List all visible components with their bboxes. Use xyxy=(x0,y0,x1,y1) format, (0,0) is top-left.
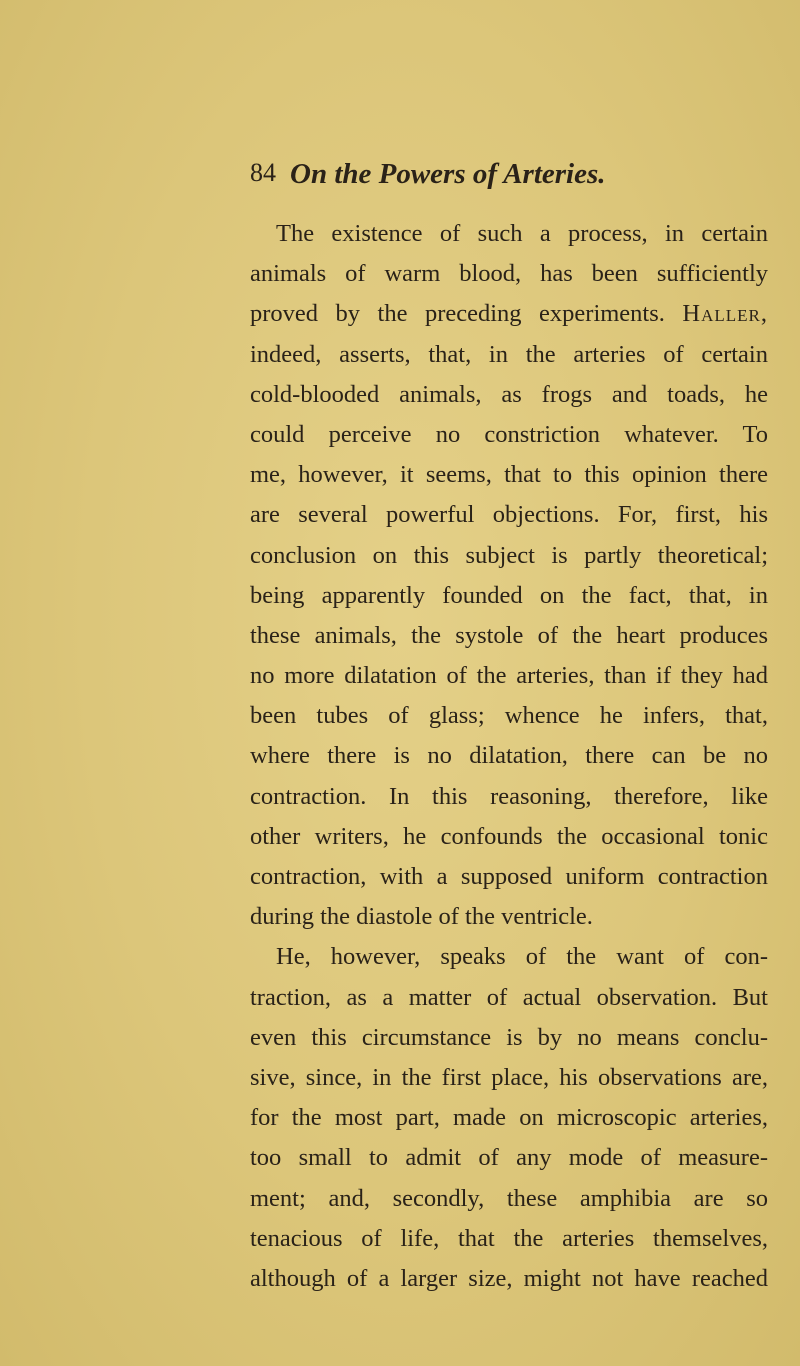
text-line: are several powerful objections. For, first, his xyxy=(250,501,768,529)
text-line: traction, as a matter of actual observation. But xyxy=(250,983,768,1011)
text-line: ment; and, secondly, these amphibia are so xyxy=(250,1184,768,1212)
text-line: sive, since, in the first place, his observations are, xyxy=(250,1063,768,1091)
text-line: indeed, asserts, that, in the arteries of certain xyxy=(250,340,768,368)
text-line: although of a larger size, might not have reached xyxy=(250,1264,768,1292)
text-line: cold-blooded animals, as frogs and toads, he xyxy=(250,380,768,408)
text-line: contraction, with a supposed uniform contraction xyxy=(250,863,768,890)
text-line: even this circumstance is by no means conclu- xyxy=(250,1023,768,1051)
text-line: no more dilatation of the arteries, than if they had xyxy=(250,662,768,690)
text-line: being apparently founded on the fact, that, in xyxy=(250,581,768,609)
text-line: The existence of such a process, in certain xyxy=(276,220,768,247)
text-line: too small to admit of any mode of measure- xyxy=(250,1144,768,1172)
text-line: during the diastole of the ventricle. xyxy=(250,903,593,931)
text-line: He, however, speaks of the want of con- xyxy=(276,943,768,971)
running-title: On the Powers of Arteries. xyxy=(290,158,606,190)
text-line xyxy=(250,294,768,334)
text-line: where there is no dilatation, there can be no xyxy=(250,742,768,770)
page-number: 84 xyxy=(250,158,276,187)
author-name: Haller, xyxy=(682,300,768,328)
text-line: for the most part, made on microscopic arteries, xyxy=(250,1104,768,1132)
text-line: me, however, it seems, that to this opinion there xyxy=(250,461,768,489)
text-line: these animals, the systole of the heart produces xyxy=(250,621,768,649)
text-fragment: proved by the preceding experiments. xyxy=(250,300,665,328)
text-line: tenacious of life, that the arteries themselves, xyxy=(250,1224,768,1252)
running-head xyxy=(250,158,770,198)
text-line: could perceive no constriction whatever. To xyxy=(250,420,768,448)
text-line: other writers, he confounds the occasional tonic xyxy=(250,822,768,850)
text-line: contraction. In this reasoning, therefore, like xyxy=(250,782,768,810)
text-line: conclusion on this subject is partly theoretical; xyxy=(250,541,768,569)
text-line: animals of warm blood, has been sufficiently xyxy=(250,260,768,288)
text-line: been tubes of glass; whence he infers, that, xyxy=(250,702,768,730)
body-text xyxy=(250,214,790,1299)
